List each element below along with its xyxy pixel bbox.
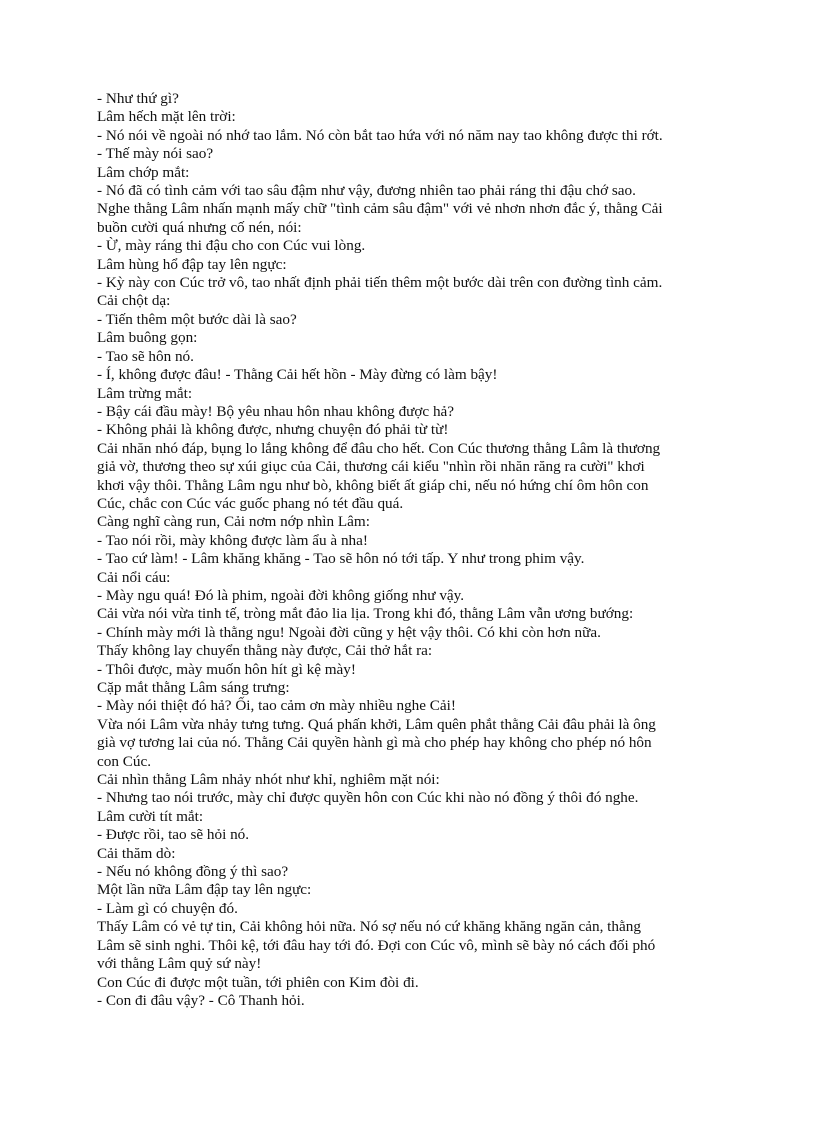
text-line: khơi vậy thôi. Thằng Lâm ngu như bò, không biết ất giáp chi, nếu nó hứng chí ôm hôn con: [97, 476, 649, 494]
text-line: Càng nghĩ càng run, Cải nơm nớp nhìn Lâm:: [97, 513, 370, 531]
text-line: con Cúc.: [97, 752, 151, 770]
text-line: - Nó đã có tình cảm với tao sâu đậm như vậy, đương nhiên tao phải ráng thi đậu chớ sao.: [97, 182, 636, 200]
text-line: Con Cúc đi được một tuần, tới phiên con Kim đòi đi.: [97, 973, 419, 991]
text-line: - Í, không được đâu! - Thằng Cải hết hồn - Mày đừng có làm bậy!: [97, 366, 498, 384]
text-line: Cải nổi cáu:: [97, 568, 171, 586]
text-line: Nghe thằng Lâm nhấn mạnh mấy chữ "tình cảm sâu đậm" với vẻ nhơn nhơn đắc ý, thằng Cải: [97, 200, 663, 218]
text-line: - Con đi đâu vậy? - Cô Thanh hỏi.: [97, 991, 305, 1009]
text-line: Lâm sẽ sinh nghi. Thôi kệ, tới đâu hay tới đó. Đợi con Cúc vô, mình sẽ bày nó cách đối phó: [97, 936, 656, 954]
text-line: - Ừ, mày ráng thi đậu cho con Cúc vui lòng.: [97, 237, 366, 255]
text-line: - Chính mày mới là thằng ngu! Ngoài đời cũng y hệt vậy thôi. Có khi còn hơn nữa.: [97, 623, 601, 641]
text-line: Lâm hùng hổ đập tay lên ngực:: [97, 255, 287, 273]
text-line: Lâm hếch mặt lên trời:: [97, 108, 236, 126]
text-line: giả vờ, thương theo sự xúi giục của Cải, thương cái kiểu "nhìn rồi nhăn răng ra cười" khơi: [97, 458, 645, 476]
text-line: Cải nhăn nhó đáp, bụng lo lắng không để đâu cho hết. Con Cúc thương thằng Lâm là thương: [97, 439, 661, 457]
text-line: Cải chột dạ:: [97, 292, 171, 310]
text-line: - Được rồi, tao sẽ hỏi nó.: [97, 826, 250, 844]
text-line: - Thôi được, mày muốn hôn hít gì kệ mày!: [97, 660, 356, 678]
text-line: - Tao sẽ hôn nó.: [97, 347, 194, 365]
text-line: - Thế mày nói sao?: [97, 145, 214, 163]
text-line: Một lần nữa Lâm đập tay lên ngực:: [97, 881, 312, 899]
text-line: - Nhưng tao nói trước, mày chỉ được quyền hôn con Cúc khi nào nó đồng ý thôi đó nghe.: [97, 789, 639, 807]
text-line: - Không phải là không được, nhưng chuyện đó phải từ từ!: [97, 421, 449, 439]
text-line: - Kỳ này con Cúc trở vô, tao nhất định phải tiến thêm một bước dài trên con đường tình cảm.: [97, 274, 663, 292]
text-line: Cải thăm dò:: [97, 844, 176, 862]
text-line: Lâm cười tít mắt:: [97, 807, 204, 825]
text-line: - Như thứ gì?: [97, 90, 179, 107]
text-line: - Nếu nó không đồng ý thì sao?: [97, 863, 289, 881]
text-line: - Tao nói rồi, mày không được làm ẩu à nha!: [97, 531, 368, 549]
text-line: Thấy không lay chuyển thằng này được, Cải thở hắt ra:: [97, 642, 433, 660]
text-line: - Tiến thêm một bước dài là sao?: [97, 310, 297, 328]
text-line: - Làm gì có chuyện đó.: [97, 899, 238, 917]
text-line: - Bậy cái đầu mày! Bộ yêu nhau hôn nhau không được hả?: [97, 402, 455, 420]
text-line: Lâm chớp mắt:: [97, 163, 190, 181]
text-line: Cúc, chắc con Cúc vác guốc phang nó tét đầu quá.: [97, 494, 404, 512]
text-line: Cải nhìn thằng Lâm nhảy nhót như khỉ, nghiêm mặt nói:: [97, 771, 440, 789]
text-line: Cải vừa nói vừa tinh tế, tròng mắt đảo lia lịa. Trong khi đó, thằng Lâm vẫn ương bướng:: [97, 605, 634, 623]
text-line: buồn cười quá nhưng cố nén, nói:: [97, 218, 302, 236]
text-line: Thấy Lâm có vẻ tự tin, Cải không hỏi nữa. Nó sợ nếu nó cứ khăng khăng ngăn cản, thằng: [97, 918, 641, 936]
text-line: - Mày nói thiệt đó hả? Ối, tao cảm ơn mày nhiều nghe Cải!: [97, 697, 456, 715]
text-line: Vừa nói Lâm vừa nhảy tưng tưng. Quá phấn khởi, Lâm quên phắt thằng Cải đâu phải là ông: [97, 715, 656, 733]
document-page: [97, 90, 727, 1010]
text-line: - Tao cứ làm! - Lâm khăng khăng - Tao sẽ hôn nó tới tấp. Y như trong phim vậy.: [97, 550, 585, 568]
text-line: Cặp mắt thằng Lâm sáng trưng:: [97, 679, 290, 696]
text-line: già vợ tương lai của nó. Thằng Cải quyền hành gì mà cho phép hay không cho phép nó hôn: [97, 734, 652, 752]
text-line: Lâm buông gọn:: [97, 329, 198, 347]
text-line: Lâm trừng mắt:: [97, 384, 193, 402]
text-line: với thằng Lâm quỷ sứ này!: [97, 955, 262, 973]
text-line: - Mày ngu quá! Đó là phim, ngoài đời không giống như vậy.: [97, 586, 465, 604]
text-line: - Nó nói về ngoài nó nhớ tao lắm. Nó còn bắt tao hứa với nó năm nay tao không được thi rớt.: [97, 126, 663, 144]
